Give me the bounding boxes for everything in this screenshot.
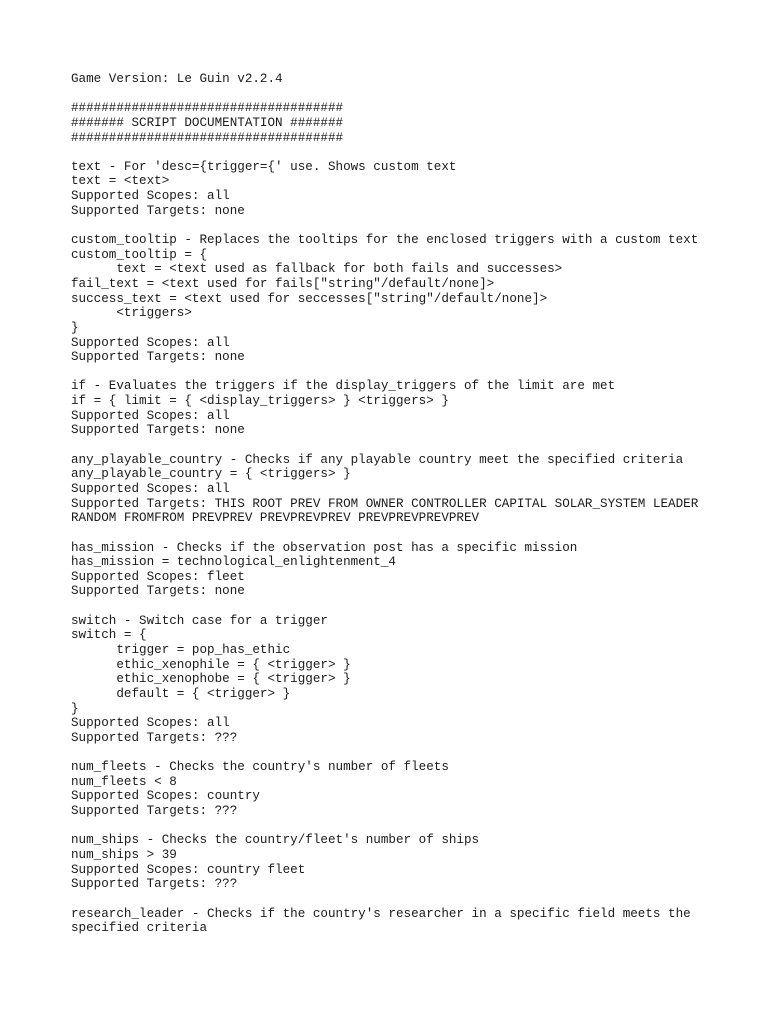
blank-line (71, 526, 751, 541)
text-line: Supported Targets: THIS ROOT PREV FROM OWNER CONTROLLER CAPITAL SOLAR_SYSTEM LEADER (71, 496, 699, 511)
text-line: <triggers> (71, 306, 192, 321)
documentation-page (71, 72, 751, 936)
text-line: num_fleets - Checks the country's number of fleets (71, 760, 449, 775)
blank-line (71, 599, 751, 614)
blank-line (71, 438, 751, 453)
text-line: Supported Targets: none (71, 584, 245, 599)
blank-line (71, 819, 751, 834)
text-line: if = { limit = { <display_triggers> } <triggers> } (71, 394, 449, 409)
text-line: has_mission - Checks if the observation post has a specific mission (71, 540, 578, 555)
text-line: trigger = pop_has_ethic (71, 642, 291, 657)
text-line: text = <text used as fallback for both fails and successes> (71, 262, 563, 277)
text-line: Supported Targets: none (71, 350, 245, 365)
text-line: #################################### (71, 101, 344, 116)
text-line: research_leader - Checks if the country's researcher in a specific field meets the (71, 906, 691, 921)
text-line: Supported Targets: ??? (71, 730, 238, 745)
text-line: text - For 'desc={trigger={' use. Shows custom text (71, 159, 457, 174)
text-line: specified criteria (71, 921, 208, 936)
text-line: success_text = <text used for seccesses["string"/default/none]> (71, 291, 548, 306)
text-line: Supported Scopes: country fleet (71, 862, 306, 877)
text-line: ethic_xenophile = { <trigger> } (71, 657, 351, 672)
text-line: ethic_xenophobe = { <trigger> } (71, 672, 351, 687)
text-line: Supported Scopes: all (71, 408, 230, 423)
text-line: custom_tooltip = { (71, 247, 208, 262)
text-line: Supported Scopes: all (71, 716, 230, 731)
text-line: Supported Targets: ??? (71, 804, 238, 819)
blank-line (71, 892, 751, 907)
text-line: fail_text = <text used for fails["string"/default/none]> (71, 276, 495, 291)
text-line: Supported Scopes: all (71, 335, 230, 350)
text-line: ####### SCRIPT DOCUMENTATION ####### (71, 115, 344, 130)
text-line: Supported Targets: none (71, 423, 245, 438)
text-line: text = <text> (71, 174, 170, 189)
text-line: has_mission = technological_enlightenment_4 (71, 555, 396, 570)
text-line: num_ships - Checks the country/fleet's number of ships (71, 833, 480, 848)
text-line: Supported Targets: none (71, 203, 245, 218)
text-line: Supported Scopes: fleet (71, 569, 245, 584)
blank-line (71, 145, 751, 160)
text-line: num_fleets < 8 (71, 774, 177, 789)
text-line: Supported Scopes: country (71, 789, 260, 804)
text-line: } (71, 320, 79, 335)
text-line: #################################### (71, 130, 344, 145)
blank-line (71, 87, 751, 102)
text-line: RANDOM FROMFROM PREVPREV PREVPREVPREV PREVPREVPREVPREV (71, 511, 480, 526)
text-line: custom_tooltip - Replaces the tooltips for the enclosed triggers with a custom text (71, 233, 699, 248)
text-line: Supported Scopes: all (71, 189, 230, 204)
text-line: if - Evaluates the triggers if the display_triggers of the limit are met (71, 379, 616, 394)
text-line: default = { <trigger> } (71, 686, 291, 701)
text-line: Supported Scopes: all (71, 481, 230, 496)
blank-line (71, 365, 751, 380)
text-line: Supported Targets: ??? (71, 877, 238, 892)
text-line: any_playable_country = { <triggers> } (71, 467, 351, 482)
text-line: any_playable_country - Checks if any playable country meet the specified criteria (71, 452, 684, 467)
blank-line (71, 218, 751, 233)
text-line: num_ships > 39 (71, 847, 177, 862)
blank-line (71, 745, 751, 760)
text-line: switch - Switch case for a trigger (71, 613, 328, 628)
text-line: switch = { (71, 628, 147, 643)
text-line: Game Version: Le Guin v2.2.4 (71, 72, 283, 86)
text-line: } (71, 701, 79, 716)
